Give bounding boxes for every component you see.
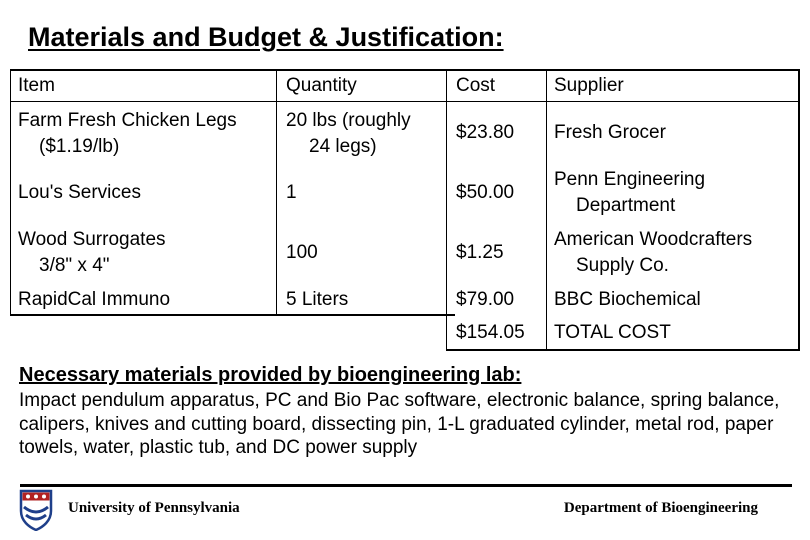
footer-department: Department of Bioengineering: [563, 500, 758, 516]
penn-shield-logo: [19, 489, 53, 531]
table-border-bottom: [10, 314, 455, 316]
provided-materials-text: Impact pendulum apparatus, PC and Bio Pac software, electronic balance, spring balance, calipers, knives and cutting board, dissecting pin, 1-L graduated cylinder, metal rod, paper towels, water, plastic tub, and DC power supply: [19, 390, 780, 458]
header-item: Item: [18, 75, 55, 96]
row-3-item: [18, 227, 166, 279]
row-2-cost: $50.00: [456, 182, 515, 203]
row-1-quantity: [286, 108, 411, 160]
table-border-right: [798, 69, 800, 351]
row-1-item-line-1: Farm Fresh Chicken Legs: [18, 110, 237, 131]
row-3-item-line-1: Wood Surrogates: [18, 229, 166, 250]
footer-university: University of Pennsylvania: [68, 500, 240, 516]
row-4-item: RapidCal Immuno: [18, 289, 171, 310]
row-2-quantity: 1: [286, 182, 297, 203]
page-title: Materials and Budget & Justification:: [28, 22, 504, 52]
row-3-quantity: 100: [286, 242, 318, 263]
row-1-item: [18, 108, 237, 160]
row-1-quantity-line-2: 24 legs): [309, 136, 377, 157]
provided-materials-heading: Necessary materials provided by bioengineering lab:: [19, 364, 522, 386]
row-3-item-line-2: 3/8" x 4": [39, 255, 110, 276]
row-2-supplier: [554, 167, 705, 219]
budget-table: [10, 69, 800, 351]
row-1-item-line-2: ($1.19/lb): [39, 136, 120, 157]
table-border-top: [10, 69, 800, 71]
row-1-supplier: Fresh Grocer: [554, 122, 666, 143]
header-separator: [10, 101, 800, 102]
row-2-supplier-line-1: Penn Engineering: [554, 169, 706, 190]
header-cost: Cost: [456, 75, 496, 96]
row-3-supplier-line-1: American Woodcrafters: [554, 229, 753, 250]
header-quantity: Quantity: [286, 75, 357, 96]
row-3-supplier-line-2: Supply Co.: [576, 255, 669, 276]
footer-divider: [20, 484, 792, 487]
col-line-2: [446, 69, 447, 351]
total-border-bottom: [446, 349, 800, 351]
row-4-quantity: 5 Liters: [286, 289, 349, 310]
row-3-supplier: [554, 227, 752, 279]
row-2-item: Lou's Services: [18, 182, 141, 203]
row-3-cost: $1.25: [456, 242, 504, 263]
row-1-quantity-line-1: 20 lbs (roughly: [286, 110, 411, 131]
total-cost-value: $154.05: [456, 322, 525, 343]
row-1-cost: $23.80: [456, 122, 515, 143]
header-supplier: Supplier: [554, 75, 624, 96]
row-2-supplier-line-2: Department: [576, 195, 676, 216]
row-4-cost: $79.00: [456, 289, 515, 310]
col-line-1: [276, 69, 277, 316]
total-cost-label: TOTAL COST: [554, 322, 671, 343]
table-border-left: [10, 69, 11, 316]
col-line-3: [546, 69, 547, 351]
row-4-supplier: BBC Biochemical: [554, 289, 701, 310]
